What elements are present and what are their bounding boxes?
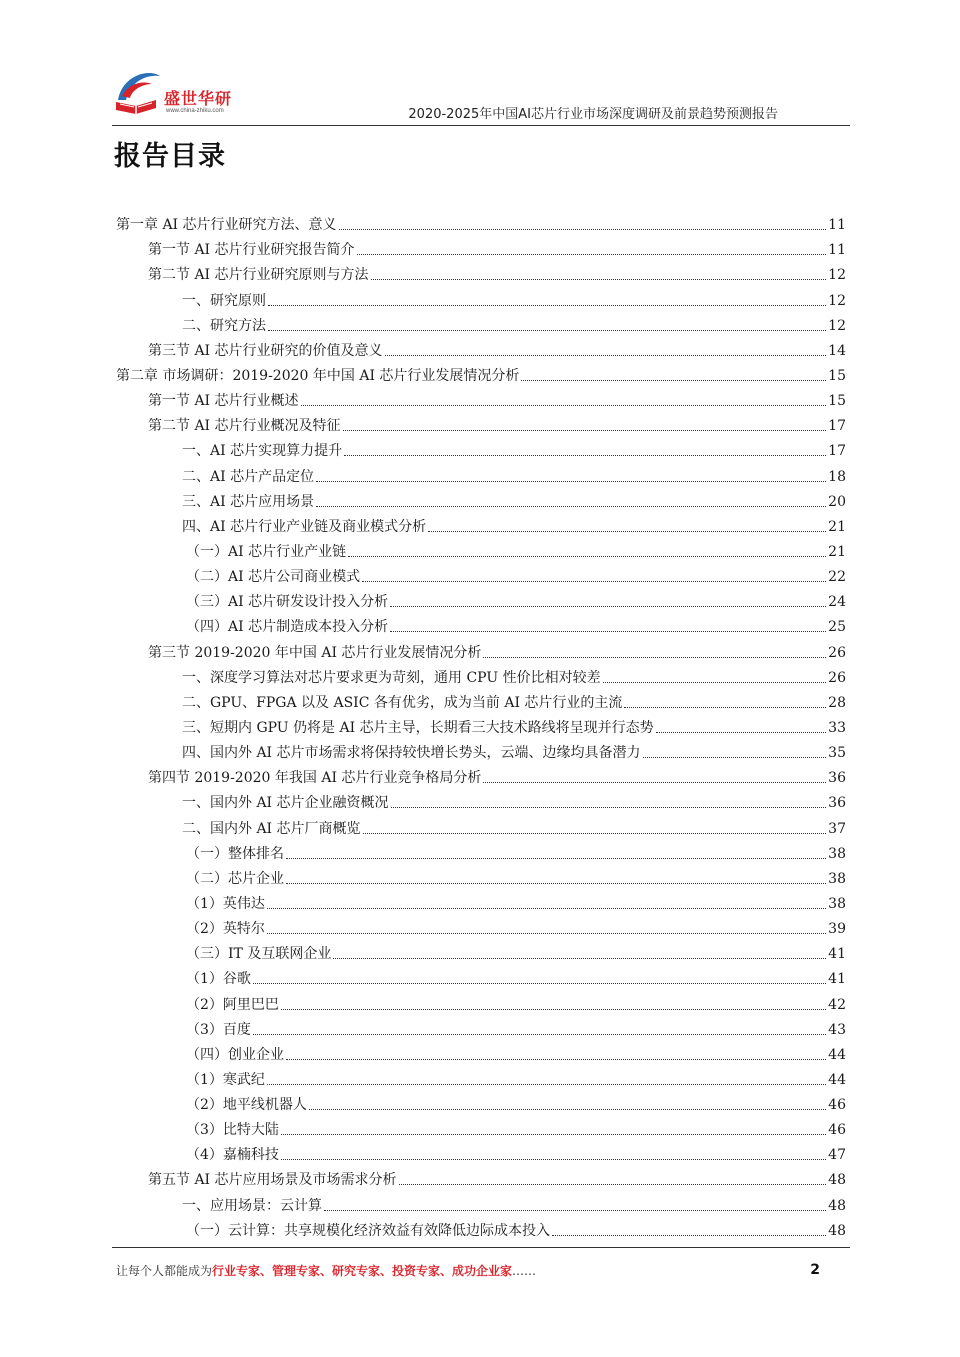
toc-entry[interactable]: [148, 410, 846, 435]
toc-entry-page: 15: [828, 367, 846, 384]
footer-slogan-highlight: 行业专家、管理专家、研究专家、投资专家、成功企业家: [212, 1264, 513, 1278]
toc-entry[interactable]: [182, 486, 846, 511]
toc-entry[interactable]: [186, 1114, 846, 1139]
toc-entry-page: 44: [828, 1046, 846, 1063]
toc-entry-page: 12: [828, 267, 846, 284]
toc-entry[interactable]: [186, 838, 846, 863]
page-title: 报告目录: [114, 141, 226, 172]
toc-entry-page: 11: [828, 242, 846, 259]
toc-dot-leader: [333, 958, 826, 959]
toc-entry-title: 一、AI 芯片实现算力提升: [182, 443, 343, 460]
toc-dot-leader: [483, 782, 826, 783]
toc-entry-title: （三）IT 及互联网企业: [186, 946, 332, 963]
toc-dot-leader: [552, 1235, 826, 1236]
toc-entry-title: 第五节 AI 芯片应用场景及市场需求分析: [148, 1172, 397, 1189]
toc-dot-leader: [428, 531, 826, 532]
toc-entry-title: （四）创业企业: [186, 1046, 284, 1063]
toc-dot-leader: [624, 707, 826, 708]
toc-entry-page: 46: [828, 1122, 846, 1139]
toc-entry-page: 41: [828, 946, 846, 963]
toc-entry-title: 二、研究方法: [182, 317, 266, 334]
toc-entry-page: 38: [828, 895, 846, 912]
toc-entry-page: 33: [828, 719, 846, 736]
toc-entry[interactable]: [182, 1189, 846, 1214]
toc-dot-leader: [385, 355, 827, 356]
toc-dot-leader: [286, 1059, 826, 1060]
toc-entry-page: 24: [828, 594, 846, 611]
toc-entry-title: 二、GPU、FPGA 以及 ASIC 各有优劣，成为当前 AI 芯片行业的主流: [182, 694, 623, 711]
toc-entry-title: 第三节 2019-2020 年中国 AI 芯片行业发展情况分析: [148, 644, 482, 661]
toc-entry-page: 12: [828, 292, 846, 309]
toc-entry-title: 第一章 AI 芯片行业研究方法、意义: [116, 217, 337, 234]
toc-entry[interactable]: [182, 687, 846, 712]
toc-entry[interactable]: [148, 335, 846, 360]
toc-entry[interactable]: [186, 1215, 846, 1240]
toc-entry-title: 三、AI 芯片应用场景: [182, 493, 315, 510]
footer-slogan: [116, 1262, 536, 1279]
toc-entry-title: 第二节 AI 芯片行业研究原则与方法: [148, 267, 369, 284]
toc-entry-title: （三）AI 芯片研发设计投入分析: [186, 594, 389, 611]
page-number: 2: [810, 1262, 820, 1278]
toc-entry[interactable]: [182, 511, 846, 536]
toc-entry-title: （四）AI 芯片制造成本投入分析: [186, 619, 389, 636]
toc-entry-page: 38: [828, 870, 846, 887]
toc-entry-title: 第二章 市场调研：2019-2020 年中国 AI 芯片行业发展情况分析: [116, 367, 520, 384]
toc-entry-page: 22: [828, 569, 846, 586]
toc-dot-leader: [339, 229, 827, 230]
toc-entry-title: （2）阿里巴巴: [186, 996, 279, 1013]
toc-entry-title: （2）地平线机器人: [186, 1097, 307, 1114]
report-title: 2020-2025年中国AI芯片行业市场深度调研及前景趋势预测报告: [408, 107, 778, 122]
toc-entry-title: （一）AI 芯片行业产业链: [186, 543, 347, 560]
toc-entry-page: 44: [828, 1071, 846, 1088]
toc-entry-title: （1）英伟达: [186, 895, 265, 912]
toc-dot-leader: [357, 254, 827, 255]
toc-entry-page: 18: [828, 468, 846, 485]
toc-entry-page: 12: [828, 317, 846, 334]
toc-entry[interactable]: [148, 385, 846, 410]
toc-dot-leader: [363, 833, 827, 834]
toc-entry-page: 14: [828, 342, 846, 359]
toc-entry-title: 一、应用场景：云计算: [182, 1197, 322, 1214]
toc-entry-title: 一、深度学习算法对芯片要求更为苛刻，通用 CPU 性价比相对较差: [182, 669, 601, 686]
toc-entry-page: 26: [828, 669, 846, 686]
toc-dot-leader: [268, 305, 826, 306]
toc-entry-page: 42: [828, 996, 846, 1013]
toc-entry-title: 四、AI 芯片行业产业链及商业模式分析: [182, 518, 427, 535]
toc-dot-leader: [253, 1034, 826, 1035]
toc-dot-leader: [309, 1109, 826, 1110]
footer-slogan-prefix: 让每个人都能成为: [116, 1264, 213, 1278]
toc-entry[interactable]: [148, 636, 846, 661]
toc-entry[interactable]: [148, 234, 846, 259]
toc-entry-title: （一）云计算：共享规模化经济效益有效降低边际成本投入: [186, 1222, 550, 1239]
toc-entry-title: （1）谷歌: [186, 971, 251, 988]
logo-book-icon: [112, 66, 168, 116]
toc-entry-title: 一、国内外 AI 芯片企业融资概况: [182, 795, 389, 812]
toc-entry-page: 15: [828, 393, 846, 410]
toc-dot-leader: [281, 1009, 826, 1010]
toc-entry-page: 28: [828, 694, 846, 711]
toc-entry[interactable]: [186, 888, 846, 913]
toc-entry-page: 21: [828, 543, 846, 560]
toc-dot-leader: [399, 1184, 827, 1185]
toc-entry[interactable]: [186, 863, 846, 888]
toc-entry-title: （3）百度: [186, 1021, 251, 1038]
toc-entry-title: （3）比特大陆: [186, 1122, 279, 1139]
toc-entry[interactable]: [186, 1039, 846, 1064]
toc-entry[interactable]: [182, 737, 846, 762]
toc-dot-leader: [324, 1210, 826, 1211]
toc-entry-title: （二）芯片企业: [186, 870, 284, 887]
toc-dot-leader: [301, 405, 827, 406]
toc-entry[interactable]: [182, 310, 846, 335]
toc-dot-leader: [603, 682, 827, 683]
toc-entry[interactable]: [186, 1089, 846, 1114]
toc-dot-leader: [362, 581, 826, 582]
toc-dot-leader: [253, 983, 826, 984]
toc-entry[interactable]: [186, 586, 846, 611]
logo-company-name: 盛世华研: [164, 89, 233, 108]
toc-dot-leader: [286, 883, 826, 884]
page-header: [112, 62, 850, 126]
toc-dot-leader: [281, 1134, 826, 1135]
toc-entry-title: 三、短期内 GPU 仍将是 AI 芯片主导，长期看三大技术路线将呈现并行态势: [182, 719, 654, 736]
toc-entry[interactable]: [186, 988, 846, 1013]
toc-entry-page: 21: [828, 518, 846, 535]
toc-entry-page: 39: [828, 921, 846, 938]
toc-dot-leader: [390, 631, 826, 632]
toc-entry-title: 二、AI 芯片产品定位: [182, 468, 315, 485]
toc-entry-page: 38: [828, 845, 846, 862]
company-logo: [112, 66, 252, 120]
toc-entry[interactable]: [148, 259, 846, 284]
toc-entry-title: 第四节 2019-2020 年我国 AI 芯片行业竞争格局分析: [148, 770, 482, 787]
toc-dot-leader: [390, 606, 826, 607]
toc-entry-page: 37: [828, 820, 846, 837]
toc-entry[interactable]: [182, 460, 846, 485]
toc-entry-page: 20: [828, 493, 846, 510]
toc-dot-leader: [281, 1159, 826, 1160]
toc-dot-leader: [391, 807, 827, 808]
toc-entry[interactable]: [186, 611, 846, 636]
toc-entry[interactable]: [186, 1014, 846, 1039]
toc-dot-leader: [267, 908, 826, 909]
toc-entry[interactable]: [182, 812, 846, 837]
toc-entry[interactable]: [148, 1164, 846, 1189]
logo-website: www.china-zhiku.com: [166, 108, 224, 114]
toc-entry-page: 41: [828, 971, 846, 988]
toc-entry-title: （一）整体排名: [186, 845, 284, 862]
footer-slogan-suffix: ……: [512, 1264, 537, 1278]
toc-dot-leader: [268, 330, 826, 331]
toc-entry-page: 26: [828, 644, 846, 661]
toc-entry-page: 35: [828, 745, 846, 762]
toc-entry-title: 第二节 AI 芯片行业概况及特征: [148, 418, 341, 435]
toc-entry-title: 第三节 AI 芯片行业研究的价值及意义: [148, 342, 383, 359]
table-of-contents: [0, 209, 960, 1240]
toc-entry[interactable]: [182, 787, 846, 812]
toc-entry-page: 48: [828, 1222, 846, 1239]
toc-entry[interactable]: [182, 284, 846, 309]
toc-entry-page: 47: [828, 1147, 846, 1164]
toc-dot-leader: [521, 380, 826, 381]
toc-entry-page: 11: [828, 217, 846, 234]
toc-entry-page: 43: [828, 1021, 846, 1038]
toc-dot-leader: [343, 430, 827, 431]
toc-entry-page: 17: [828, 443, 846, 460]
toc-dot-leader: [656, 732, 827, 733]
toc-entry[interactable]: [186, 1139, 846, 1164]
toc-entry[interactable]: [182, 662, 846, 687]
toc-dot-leader: [348, 556, 826, 557]
toc-entry-title: （二）AI 芯片公司商业模式: [186, 569, 361, 586]
toc-entry-page: 17: [828, 418, 846, 435]
toc-entry[interactable]: [116, 360, 846, 385]
toc-entry[interactable]: [186, 536, 846, 561]
toc-dot-leader: [267, 1084, 826, 1085]
toc-dot-leader: [371, 279, 827, 280]
header-divider: [112, 125, 850, 126]
toc-entry-page: 25: [828, 619, 846, 636]
toc-entry-page: 48: [828, 1172, 846, 1189]
toc-entry-title: （1）寒武纪: [186, 1071, 265, 1088]
toc-entry-page: 46: [828, 1097, 846, 1114]
toc-entry[interactable]: [182, 435, 846, 460]
toc-entry[interactable]: [186, 963, 846, 988]
toc-dot-leader: [316, 481, 826, 482]
toc-entry-page: 48: [828, 1197, 846, 1214]
toc-entry-title: 二、国内外 AI 芯片厂商概览: [182, 820, 361, 837]
footer-divider: [112, 1247, 850, 1248]
toc-entry-page: 36: [828, 795, 846, 812]
toc-entry[interactable]: [148, 762, 846, 787]
toc-entry[interactable]: [116, 209, 846, 234]
toc-entry[interactable]: [186, 561, 846, 586]
toc-entry-title: （2）英特尔: [186, 921, 265, 938]
toc-entry[interactable]: [186, 913, 846, 938]
toc-entry[interactable]: [182, 712, 846, 737]
toc-dot-leader: [267, 933, 826, 934]
toc-dot-leader: [344, 455, 826, 456]
toc-entry[interactable]: [186, 938, 846, 963]
toc-dot-leader: [643, 757, 827, 758]
toc-dot-leader: [286, 858, 826, 859]
toc-entry[interactable]: [186, 1064, 846, 1089]
toc-entry-title: （4）嘉楠科技: [186, 1147, 279, 1164]
toc-entry-title: 第一节 AI 芯片行业研究报告简介: [148, 242, 355, 259]
toc-entry-page: 36: [828, 770, 846, 787]
toc-entry-title: 四、国内外 AI 芯片市场需求将保持较快增长势头，云端、边缘均具备潜力: [182, 745, 641, 762]
toc-dot-leader: [316, 506, 826, 507]
toc-entry-title: 第一节 AI 芯片行业概述: [148, 393, 299, 410]
toc-dot-leader: [483, 657, 826, 658]
toc-entry-title: 一、研究原则: [182, 292, 266, 309]
